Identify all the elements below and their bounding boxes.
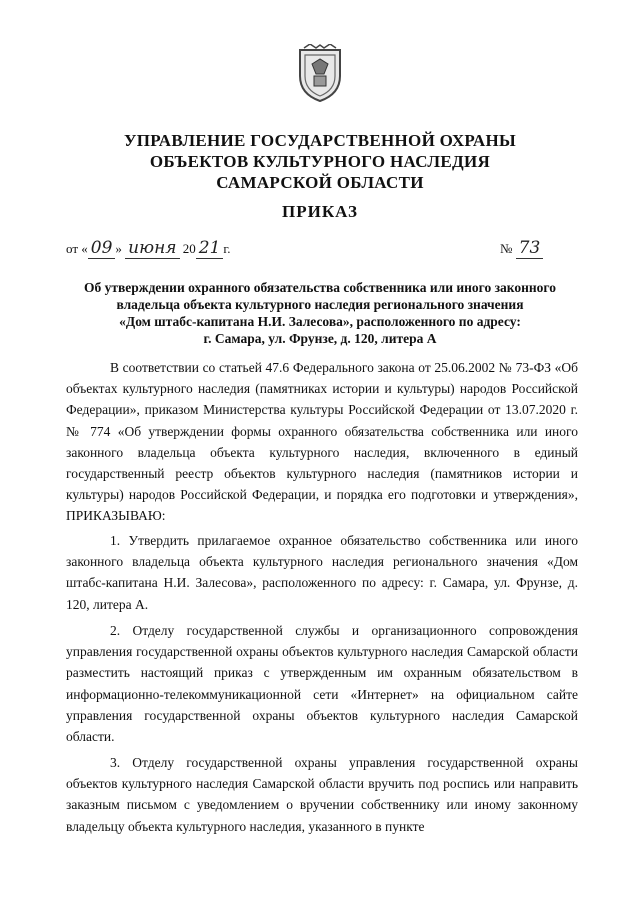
date-suffix: г. bbox=[223, 241, 231, 256]
date-month: июня bbox=[125, 238, 179, 259]
preamble-paragraph: В соответствии со статьей 47.6 Федерального закона от 25.06.2002 № 73-ФЗ «Об объектах культурного наследия (памятниках истории и культуры) народов Российской Федерации», приказом Министерства культуры Российской Федерации от 13.07.2020 г. № 774 «Об утверждении формы охранного обязательства собственника или иного законного владельца объекта культурного наследия, включенного в единый государственный реестр объектов культурного наследия (памятников истории и культуры) народов Российской Федерации, и порядка его подготовки и утверждения», ПРИКАЗЫВАЮ: bbox=[66, 360, 578, 524]
subject-line-1: Об утверждении охранного обязательства собственника или иного законного bbox=[84, 280, 556, 295]
order-date bbox=[66, 238, 231, 258]
number-label: № bbox=[500, 241, 513, 256]
date-day: 09 bbox=[88, 238, 116, 259]
org-name-line-2: ОБЪЕКТОВ КУЛЬТУРНОГО НАСЛЕДИЯ bbox=[149, 152, 491, 171]
subject-line-3: «Дом штабс-капитана Н.И. Залесова», расположенного по адресу: bbox=[119, 314, 521, 329]
order-number bbox=[500, 238, 543, 258]
order-item-2: 2. Отделу государственной службы и организационного сопровождения управления государственной охраны объектов культурного наследия Самарской области разместить настоящий приказ с утвержденным им охранным обязательством в информационно-телекоммуникационной сети «Интернет» на официальном сайте управления государственной охраны объектов культурного наследия Самарской области. bbox=[66, 623, 578, 745]
date-year-suffix: 21 bbox=[196, 238, 224, 259]
org-name-line-3: САМАРСКОЙ ОБЛАСТИ bbox=[216, 173, 424, 192]
coat-of-arms-icon bbox=[294, 44, 346, 104]
date-quote-close: » bbox=[115, 241, 122, 256]
order-item-3: 3. Отделу государственной охраны управления государственной охраны объектов культурного наследия Самарской области вручить под роспись или направить заказным письмом с уведомлением о вручении собственнику или иному законному владельцу объекта культурного наследия, указанного в пункте bbox=[66, 755, 578, 834]
subject-line-2: владельца объекта культурного наследия регионального значения bbox=[116, 297, 524, 312]
org-name-line-1: УПРАВЛЕНИЕ ГОСУДАРСТВЕННОЙ ОХРАНЫ bbox=[123, 131, 517, 150]
number-value: 73 bbox=[516, 238, 544, 259]
date-year-prefix: 20 bbox=[182, 241, 196, 256]
date-prefix: от « bbox=[66, 241, 88, 256]
order-item-1: 1. Утвердить прилагаемое охранное обязательство собственника или иного законного владельца объекта культурного наследия регионального значения «Дом штабс-капитана Н.И. Залесова», расположенного по адресу: г. Самара, ул. Фрунзе, д. 120, литера А. bbox=[66, 533, 578, 612]
subject-line-4: г. Самара, ул. Фрунзе, д. 120, литера А bbox=[203, 331, 437, 346]
order-subject bbox=[58, 279, 582, 347]
document-type-title: ПРИКАЗ bbox=[282, 202, 358, 221]
